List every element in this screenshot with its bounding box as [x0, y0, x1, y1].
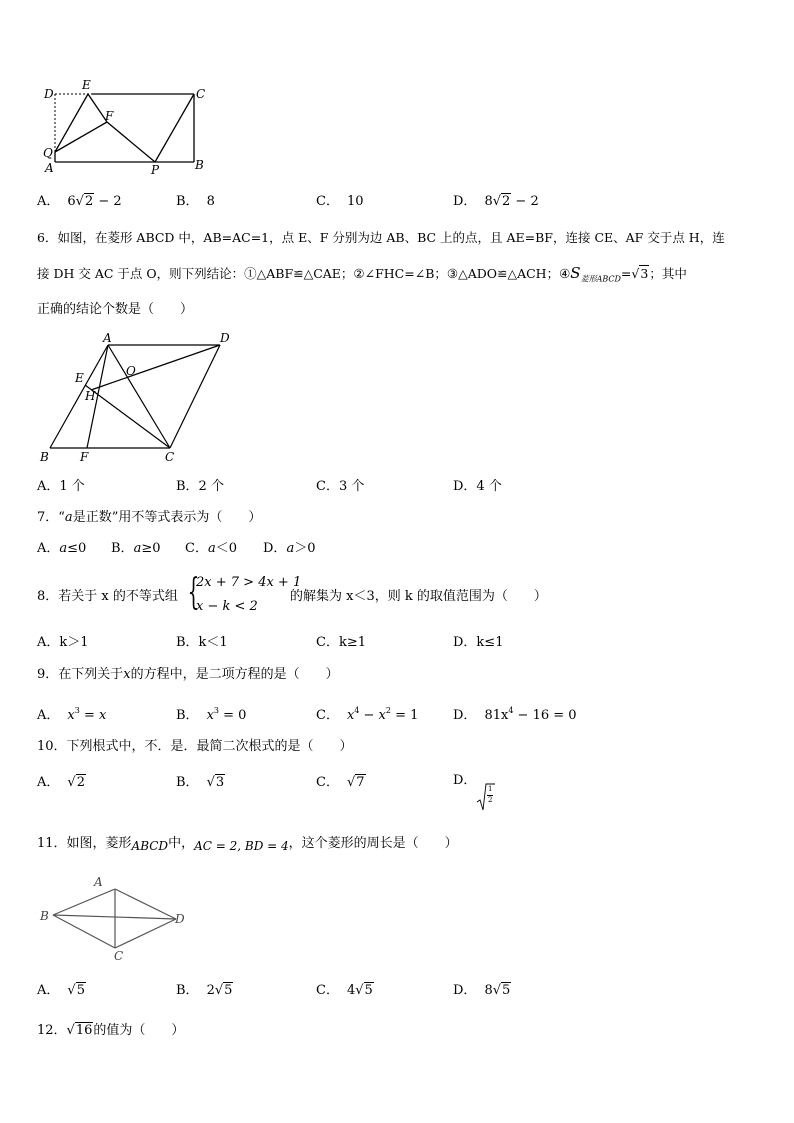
q8-option-a[interactable]: A．k＞1: [37, 635, 89, 650]
q11-option-b[interactable]: B． 2√5: [176, 983, 233, 998]
q9-option-d[interactable]: D． $81x^4 - 16 = 0$: [453, 706, 577, 723]
q8-inequality-1: 2x + 7 > 4x + 1: [196, 575, 302, 590]
label-a: A: [103, 331, 112, 345]
label-b: B: [40, 909, 49, 923]
q5-option-d[interactable]: D． 8√2 − 2: [453, 194, 539, 209]
q8-stem-prefix: 8．若关于 x 的不等式组: [37, 589, 178, 604]
label-q: Q: [43, 146, 53, 160]
q8-stem-suffix: 的解集为 x＜3，则 k 的取值范围为（ ）: [290, 589, 547, 604]
q10-option-a[interactable]: A． √2: [37, 775, 85, 790]
q6-stem-line2: 接 DH 交 AC 于点 O，则下列结论：①△ABF≌△CAE；②∠FHC=∠B；③△ADO≌△ACH；$④S_{菱形ABCD}=√3$；其中: [37, 264, 687, 284]
label-d: D: [175, 912, 185, 926]
rectangle-fold-figure: [40, 76, 220, 176]
q7-option-b[interactable]: B．a≥0: [111, 541, 161, 556]
label-b: B: [195, 158, 204, 172]
q10-stem: 10．下列根式中，不．是．最简二次根式的是（ ）: [37, 739, 353, 754]
label-a: A: [94, 875, 103, 889]
q7-option-c[interactable]: C．a＜0: [185, 541, 237, 556]
q8-brace: {: [187, 572, 200, 613]
q6-stem-line1: 6．如图，在菱形 ABCD 中，AB=AC=1，点 E、F 分别为边 AB、BC 上的点，且 AE=BF，连接 CE、AF 交于点 H，连: [37, 230, 725, 245]
q7-stem: 7．“a是正数”用不等式表示为（ ）: [37, 510, 262, 525]
radical: √2: [492, 194, 511, 209]
q11-option-c[interactable]: C． 4√5: [316, 983, 373, 998]
q8-inequality-2: x − k < 2: [196, 599, 258, 614]
q10-option-d-radical: 1 2: [476, 782, 496, 812]
label-p: P: [151, 163, 160, 176]
q5-option-a[interactable]: A． 6√2 − 2: [37, 194, 122, 209]
q7-option-a[interactable]: A．a≤0: [37, 541, 87, 556]
label-c: C: [196, 87, 206, 101]
label-h: H: [85, 389, 96, 403]
label-f: F: [105, 109, 114, 123]
label-f: F: [80, 450, 89, 464]
q11-option-d[interactable]: D． 8√5: [453, 983, 511, 998]
label-o: O: [126, 364, 136, 378]
label-d: D: [44, 87, 54, 101]
q11-stem: 11．如图，菱形ABCD中，AC = 2, BD = 4，这个菱形的周长是（ ）: [37, 836, 458, 853]
q5-option-b[interactable]: B． 8: [176, 194, 215, 209]
q8-option-d[interactable]: D．k≤1: [453, 635, 504, 650]
rhombus-figure-q11: [36, 872, 196, 964]
radical: √2: [75, 194, 94, 209]
rhombus-figure-q6: [35, 330, 245, 470]
q8-option-b[interactable]: B．k＜1: [176, 635, 228, 650]
label-c: C: [114, 949, 124, 963]
q12-stem: 12．√16的值为（ ）: [37, 1023, 185, 1038]
label-e: E: [75, 371, 84, 385]
q10-option-c[interactable]: C． √7: [316, 775, 365, 790]
q6-option-d[interactable]: D．4 个: [453, 479, 502, 494]
label-c: C: [165, 450, 175, 464]
q6-option-b[interactable]: B．2 个: [176, 479, 224, 494]
q10-option-b[interactable]: B． √3: [176, 775, 225, 790]
label-a: A: [45, 161, 54, 175]
q9-option-c[interactable]: C． $x^4 - x^2 = 1$: [316, 706, 419, 723]
label-e: E: [82, 78, 91, 92]
q9-option-b[interactable]: B． $x^3 = 0$: [176, 706, 247, 723]
q10-option-d[interactable]: D．: [453, 773, 477, 788]
q5-option-c[interactable]: C． 10: [316, 194, 364, 209]
label-b: B: [40, 450, 49, 464]
q9-option-a[interactable]: A． $x^3 = x$: [37, 706, 107, 723]
q6-option-c[interactable]: C．3 个: [316, 479, 365, 494]
q7-option-d[interactable]: D．a＞0: [263, 541, 316, 556]
label-d: D: [220, 331, 230, 345]
q6-stem-line3: 正确的结论个数是（ ）: [37, 302, 194, 317]
q9-stem: 9．在下列关于x的方程中，是二项方程的是（ ）: [37, 667, 339, 682]
q11-option-a[interactable]: A． √5: [37, 983, 85, 998]
q8-option-c[interactable]: C．k≥1: [316, 635, 366, 650]
q6-option-a[interactable]: A．1 个: [37, 479, 85, 494]
